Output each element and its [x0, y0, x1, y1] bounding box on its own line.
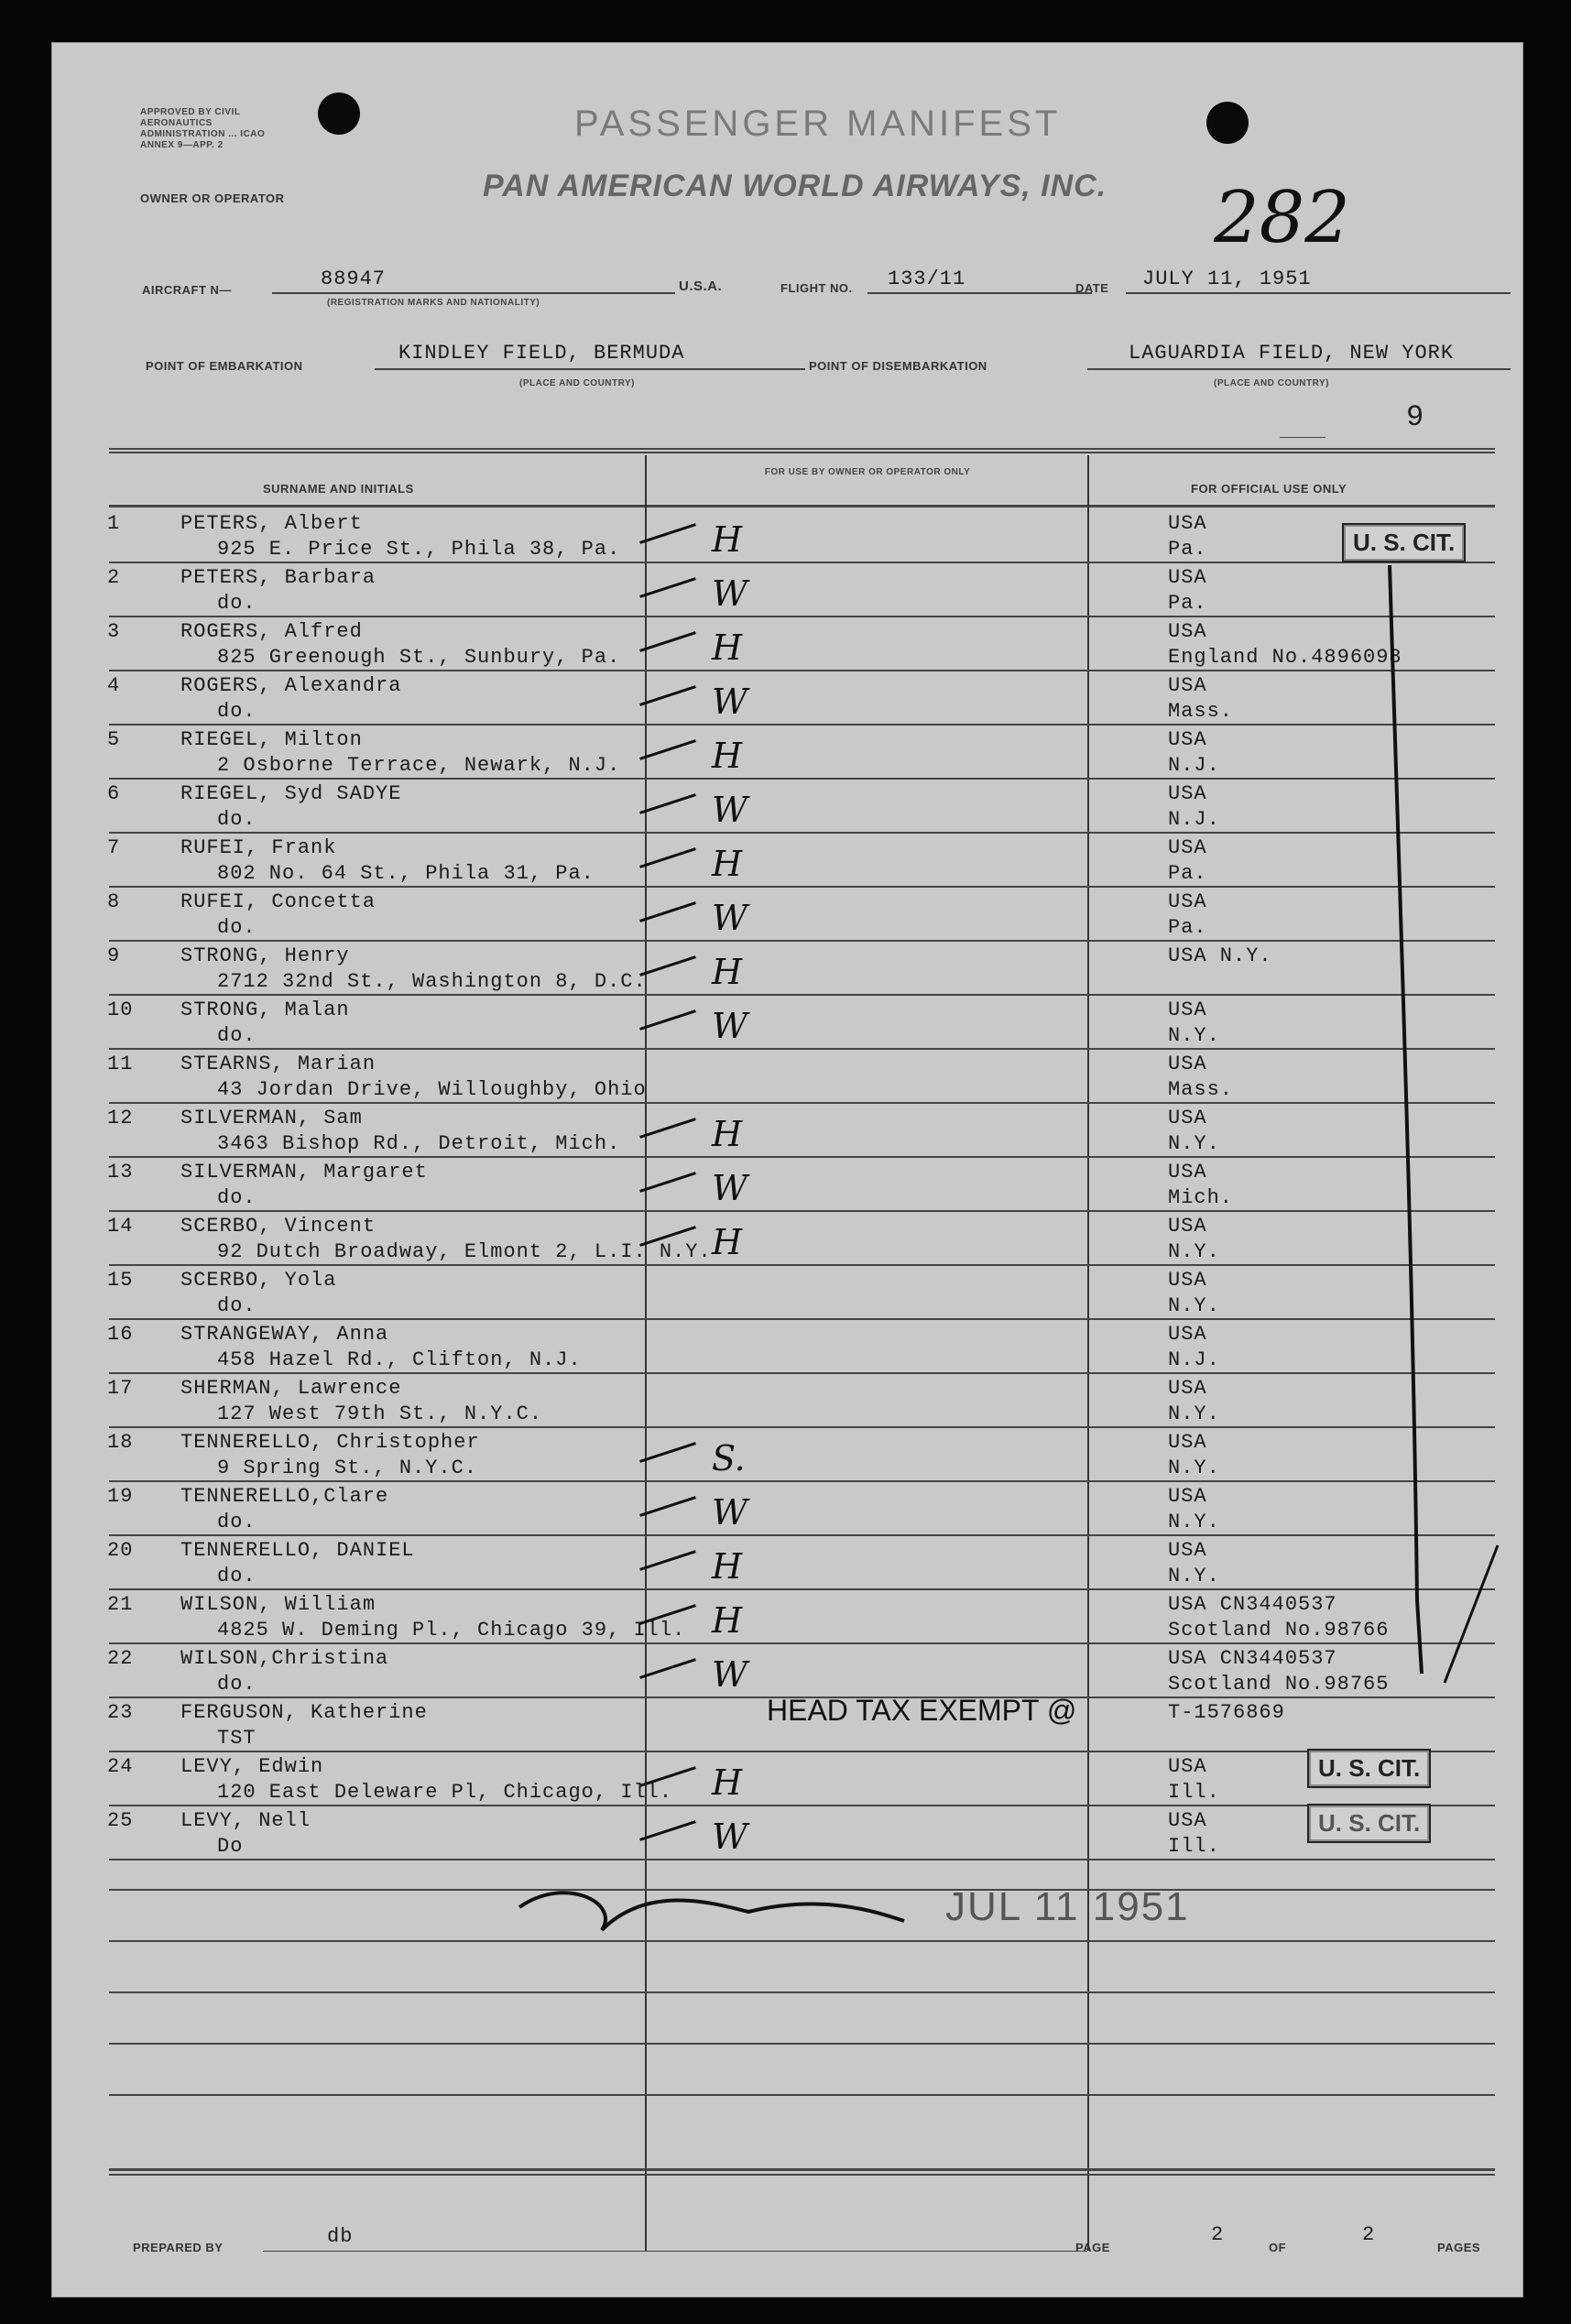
passenger-name: STEARNS, Marian — [180, 1053, 376, 1075]
of-value: 2 — [1362, 2223, 1376, 2246]
operator-mark: W — [712, 682, 748, 722]
official-entry-2: Pa. — [1168, 916, 1207, 939]
row-number: 8 — [107, 890, 121, 913]
official-entry-1: USA — [1168, 728, 1207, 751]
operator-mark: H — [712, 1222, 743, 1262]
official-entry-2: N.Y. — [1168, 1132, 1220, 1155]
passenger-address: do. — [217, 700, 256, 723]
official-entry-1: USA CN3440537 — [1168, 1593, 1337, 1616]
row-number: 20 — [107, 1539, 134, 1562]
passenger-name: STRONG, Henry — [180, 944, 350, 967]
passenger-name: SCERBO, Yola — [180, 1269, 337, 1292]
row-number: 2 — [107, 566, 121, 589]
col-surname: SURNAME AND INITIALS — [263, 482, 414, 496]
date-value: JULY 11, 1951 — [1142, 267, 1312, 290]
operator-mark: H — [712, 952, 743, 992]
row-number: 6 — [107, 782, 121, 805]
official-entry-1: USA — [1168, 998, 1207, 1021]
flight-label: FLIGHT NO. — [780, 281, 853, 295]
page-label: PAGE — [1075, 2241, 1110, 2254]
prepared-value: db — [327, 2225, 354, 2248]
aircraft-note: (REGISTRATION MARKS AND NATIONALITY) — [327, 298, 540, 308]
passenger-address: 92 Dutch Broadway, Elmont 2, L.I. N.Y. — [217, 1240, 712, 1263]
official-entry-1: USA — [1168, 1161, 1207, 1184]
passenger-address: do. — [217, 1673, 256, 1696]
disembarkation-label: POINT OF DISEMBARKATION — [809, 359, 987, 373]
passenger-name: STRANGEWAY, Anna — [180, 1323, 389, 1346]
official-entry-2: N.Y. — [1168, 1565, 1220, 1588]
passenger-address: do. — [217, 916, 256, 939]
form-code: APPROVED BY CIVIL AERONAUTICS ADMINISTRATION ... ICAO ANNEX 9—APP. 2 — [140, 107, 266, 150]
passenger-address: 120 East Deleware Pl, Chicago, Ill. — [217, 1781, 673, 1804]
official-entry-1: USA — [1168, 1323, 1207, 1346]
official-entry-2: Mass. — [1168, 1078, 1234, 1101]
passenger-name: TENNERELLO,Clare — [180, 1485, 389, 1508]
passenger-name: WILSON, William — [180, 1593, 376, 1616]
row-number: 23 — [107, 1701, 134, 1724]
row-number: 19 — [107, 1485, 134, 1508]
passenger-address: do. — [217, 1565, 256, 1588]
official-entry-1: USA — [1168, 1431, 1207, 1454]
passenger-name: RUFEI, Frank — [180, 836, 337, 859]
official-entry-2: N.Y. — [1168, 1294, 1220, 1317]
passenger-name: TENNERELLO, Christopher — [180, 1431, 480, 1454]
operator-mark: H — [712, 1546, 743, 1587]
official-entry-2: N.Y. — [1168, 1240, 1220, 1263]
official-entry-2: Ill. — [1168, 1835, 1220, 1858]
row-number: 10 — [107, 998, 134, 1021]
official-entry-1: USA — [1168, 782, 1207, 805]
row-number: 1 — [107, 512, 121, 535]
of-label: OF — [1269, 2241, 1287, 2254]
passenger-address: 925 E. Price St., Phila 38, Pa. — [217, 538, 621, 561]
official-entry-1: USA — [1168, 1215, 1207, 1238]
official-entry-1: USA — [1168, 512, 1207, 535]
official-entry-2: Scotland No.98766 — [1168, 1619, 1390, 1642]
passenger-address: do. — [217, 592, 256, 615]
date-label: DATE — [1075, 281, 1109, 295]
review-bracket-line — [1445, 1545, 1498, 1683]
manifest-sheet — [51, 42, 1523, 2297]
passenger-name: SILVERMAN, Margaret — [180, 1161, 428, 1184]
passenger-address: 127 West 79th St., N.Y.C. — [217, 1402, 543, 1425]
official-entry-2: Pa. — [1168, 862, 1207, 885]
date-stamp: JUL 11 1951 — [945, 1884, 1190, 1929]
passenger-address: 43 Jordan Drive, Willoughby, Ohio — [217, 1078, 647, 1101]
official-entry-1: USA — [1168, 1053, 1207, 1075]
passenger-address: 2712 32nd St., Washington 8, D.C. — [217, 970, 647, 993]
row-number: 3 — [107, 620, 121, 643]
operator-mark: W — [712, 573, 748, 614]
prepared-label: PREPARED BY — [133, 2241, 224, 2254]
pages-label: PAGES — [1437, 2241, 1481, 2254]
operator-mark: W — [712, 898, 748, 938]
official-entry-1: USA — [1168, 1107, 1207, 1129]
row-number: 11 — [107, 1053, 134, 1075]
row-number: 22 — [107, 1647, 134, 1670]
country-label: U.S.A. — [679, 278, 723, 294]
us-cit-stamp: U. S. CIT. — [1307, 1804, 1431, 1843]
row-number: 15 — [107, 1269, 134, 1292]
operator-mark: H — [712, 1600, 743, 1641]
official-entry-2: N.J. — [1168, 808, 1220, 831]
operator-mark: W — [712, 790, 748, 830]
embarkation-label: POINT OF EMBARKATION — [146, 359, 303, 373]
official-entry-1: USA CN3440537 — [1168, 1647, 1337, 1670]
operator-mark: H — [712, 519, 743, 560]
official-entry-2: England No.4896098 — [1168, 646, 1402, 669]
sheet-number: 9 — [1406, 400, 1424, 434]
passenger-address: do. — [217, 808, 256, 831]
official-entry-2: Ill. — [1168, 1781, 1220, 1804]
col-owner-use: FOR USE BY OWNER OR OPERATOR ONLY — [764, 467, 971, 477]
official-entry-2: N.J. — [1168, 754, 1220, 777]
row-number: 9 — [107, 944, 121, 967]
row-number: 17 — [107, 1377, 134, 1400]
row-number: 12 — [107, 1107, 134, 1129]
passenger-name: SCERBO, Vincent — [180, 1215, 376, 1238]
aircraft-label: AIRCRAFT N— — [142, 283, 232, 297]
row-number: 24 — [107, 1755, 134, 1778]
official-entry-1: USA — [1168, 674, 1207, 697]
passenger-name: SILVERMAN, Sam — [180, 1107, 363, 1129]
official-entry-2: N.Y. — [1168, 1402, 1220, 1425]
us-cit-stamp: U. S. CIT. — [1307, 1749, 1431, 1788]
passenger-name: LEVY, Edwin — [180, 1755, 324, 1778]
passenger-address: Do — [217, 1835, 244, 1858]
operator-mark: W — [712, 1817, 748, 1857]
official-entry-1: USA — [1168, 1269, 1207, 1292]
row-number: 13 — [107, 1161, 134, 1184]
operator-mark: H — [712, 1762, 743, 1803]
official-entry-2: N.Y. — [1168, 1457, 1220, 1479]
disembarkation-value: LAGUARDIA FIELD, NEW YORK — [1129, 342, 1455, 365]
aircraft-value: 88947 — [321, 267, 387, 290]
official-entry-2: Pa. — [1168, 592, 1207, 615]
official-entry-1: USA — [1168, 890, 1207, 913]
head-tax-exempt: HEAD TAX EXEMPT @ — [767, 1694, 1077, 1727]
embarkation-value: KINDLEY FIELD, BERMUDA — [398, 342, 685, 365]
official-entry-2: N.J. — [1168, 1348, 1220, 1371]
passenger-name: TENNERELLO, DANIEL — [180, 1539, 415, 1562]
us-cit-stamp: U. S. CIT. — [1342, 523, 1466, 562]
row-number: 7 — [107, 836, 121, 859]
owner-label: OWNER OR OPERATOR — [140, 191, 285, 205]
passenger-name: FERGUSON, Katherine — [180, 1701, 428, 1724]
passenger-address: 458 Hazel Rd., Clifton, N.J. — [217, 1348, 582, 1371]
review-bracket-line — [1390, 565, 1422, 1674]
passenger-address: 802 No. 64 St., Phila 31, Pa. — [217, 862, 595, 885]
official-entry-2: N.Y. — [1168, 1024, 1220, 1047]
official-entry-1: USA — [1168, 1539, 1207, 1562]
passenger-address: do. — [217, 1511, 256, 1533]
handwritten-marks — [52, 43, 1522, 2297]
official-entry-1: USA — [1168, 1485, 1207, 1508]
passenger-address: do. — [217, 1024, 256, 1047]
official-entry-1: USA — [1168, 566, 1207, 589]
passenger-address: 4825 W. Deming Pl., Chicago 39, Ill. — [217, 1619, 686, 1642]
passenger-name: PETERS, Albert — [180, 512, 363, 535]
signature — [519, 1893, 904, 1930]
official-entry-2: Pa. — [1168, 538, 1207, 561]
passenger-name: ROGERS, Alexandra — [180, 674, 402, 697]
row-number: 25 — [107, 1809, 134, 1832]
official-entry-1: USA — [1168, 1377, 1207, 1400]
operator-mark: W — [712, 1006, 748, 1046]
passenger-name: WILSON,Christina — [180, 1647, 389, 1670]
operator-mark: W — [712, 1492, 748, 1533]
official-entry-2: N.Y. — [1168, 1511, 1220, 1533]
handwritten-ref: 282 — [1214, 177, 1350, 259]
passenger-name: RUFEI, Concetta — [180, 890, 376, 913]
row-number: 5 — [107, 728, 121, 751]
passenger-name: RIEGEL, Milton — [180, 728, 363, 751]
passenger-address: 825 Greenough St., Sunbury, Pa. — [217, 646, 621, 669]
passenger-name: PETERS, Barbara — [180, 566, 376, 589]
operator-mark: H — [712, 627, 743, 668]
passenger-name: LEVY, Nell — [180, 1809, 311, 1832]
flight-value: 133/11 — [888, 267, 966, 290]
row-number: 21 — [107, 1593, 134, 1616]
passenger-address: 3463 Bishop Rd., Detroit, Mich. — [217, 1132, 621, 1155]
official-entry-2: Mass. — [1168, 700, 1234, 723]
official-entry-2: Mich. — [1168, 1186, 1234, 1209]
embarkation-note: (PLACE AND COUNTRY) — [519, 378, 635, 388]
official-entry-1: USA — [1168, 1755, 1207, 1778]
passenger-name: ROGERS, Alfred — [180, 620, 363, 643]
operator-mark: W — [712, 1168, 748, 1208]
row-number: 4 — [107, 674, 121, 697]
passenger-address: do. — [217, 1186, 256, 1209]
page-title: PASSENGER MANIFEST — [574, 104, 1062, 144]
passenger-address: 9 Spring St., N.Y.C. — [217, 1457, 478, 1479]
operator-name: PAN AMERICAN WORLD AIRWAYS, INC. — [483, 169, 1107, 203]
official-entry-1: USA — [1168, 620, 1207, 643]
passenger-address: do. — [217, 1294, 256, 1317]
passenger-name: STRONG, Malan — [180, 998, 350, 1021]
page-value: 2 — [1211, 2223, 1225, 2246]
passenger-name: SHERMAN, Lawrence — [180, 1377, 402, 1400]
passenger-name: RIEGEL, Syd SADYE — [180, 782, 402, 805]
official-entry-2: Scotland No.98765 — [1168, 1673, 1390, 1696]
official-entry-1: USA — [1168, 836, 1207, 859]
operator-mark: S. — [712, 1438, 746, 1478]
official-entry-1: USA N.Y. — [1168, 944, 1272, 967]
row-number: 16 — [107, 1323, 134, 1346]
operator-mark: H — [712, 844, 743, 884]
row-number: 14 — [107, 1215, 134, 1238]
row-number: 18 — [107, 1431, 134, 1454]
disembarkation-note: (PLACE AND COUNTRY) — [1214, 378, 1329, 388]
passenger-address: 2 Osborne Terrace, Newark, N.J. — [217, 754, 621, 777]
operator-mark: W — [712, 1654, 748, 1695]
official-entry-1: T-1576869 — [1168, 1701, 1285, 1724]
passenger-address: TST — [217, 1727, 256, 1750]
col-official: FOR OFFICIAL USE ONLY — [1191, 482, 1347, 496]
official-entry-1: USA — [1168, 1809, 1207, 1832]
operator-mark: H — [712, 736, 743, 776]
operator-mark: H — [712, 1114, 743, 1154]
